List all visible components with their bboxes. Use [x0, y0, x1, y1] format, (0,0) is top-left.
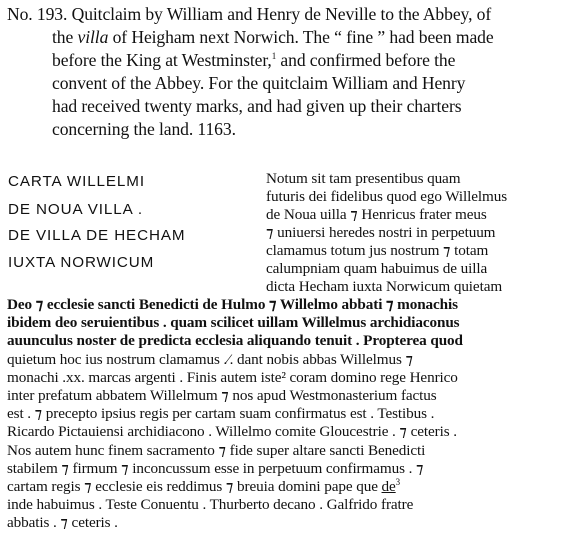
heading-line: No. 193. Quitclaim by William and Henry de Neville to the Abbey, of	[7, 4, 492, 24]
charter-title-line: IUXTA NORWICUM	[8, 254, 155, 271]
heading-line: before the King at Westminster,$^1$ and confirmed before the	[52, 50, 456, 70]
charter-line: Nos autem hunc finem sacramento ⁊ fide super altare sancti Benedicti	[7, 442, 426, 459]
charter-line-bold: ibidem deo seruientibus . quam scilicet uillam Willelmus archidiaconus	[7, 314, 460, 331]
charter-line: stabilem ⁊ firmum ⁊ inconcussum esse in perpetuum confirmamus . ⁊	[7, 460, 424, 477]
charter-line: dicta Hecham iuxta Norwicum quietam	[266, 278, 503, 295]
charter-line: monachi .xx. marcas argenti . Finis autem iste² coram domino rege Henrico	[7, 369, 458, 386]
charter-line: Ricardo Pictauiensi archidiacono . Willelmo comite Gloucestrie . ⁊ ceteris .	[7, 423, 457, 440]
charter-line: inde habuimus . Teste Conuentu . Thurberto decano . Galfrido fratre	[7, 496, 414, 513]
charter-line: cartam regis ⁊ ecclesie eis reddimus ⁊ breuia domini pape que $de^3$	[7, 476, 401, 495]
heading-line: had received twenty marks, and had given up their charters	[52, 96, 462, 116]
heading-line: convent of the Abbey. For the quitclaim William and Henry	[52, 73, 466, 93]
charter-line-bold: Deo ⁊ ecclesie sancti Benedicti de Hulmo ⁊ Willelmo abbati ⁊ monachis	[7, 296, 458, 313]
heading-line: the villa of Heigham next Norwich. The “ fine ” had been made	[52, 27, 494, 47]
villa-italic: villa	[77, 27, 109, 47]
heading-line: concerning the land. 1163.	[52, 119, 236, 139]
underlined-word: de	[381, 478, 396, 495]
charter-line: quietum hoc ius nostrum clamamus .⁄. dant nobis abbas Willelmus ⁊	[7, 351, 413, 368]
charter-line: calumpniam quam habuimus de uilla	[266, 260, 488, 277]
charter-title-line: DE NOUA VILLA .	[8, 201, 144, 218]
charter-line: Notum sit tam presentibus quam	[266, 170, 461, 187]
footnote-marker: 3	[395, 476, 401, 487]
charter-title-line: CARTA WILLELMI	[8, 173, 145, 190]
charter-title-line: DE VILLA DE HECHAM	[8, 227, 186, 244]
charter-line: est . ⁊ precepto ipsius regis per cartam suam confirmatus est . Testibus .	[7, 405, 435, 422]
charter-line: futuris dei fidelibus quod ego Willelmus	[266, 188, 508, 205]
charter-line: ⁊ uniuersi heredes nostri in perpetuum	[266, 224, 496, 241]
charter-line-bold: auunculus noster de predicta ecclesia aliquando tenuit . Propterea quod	[7, 332, 463, 349]
charter-line: de Noua uilla ⁊ Henricus frater meus	[266, 206, 487, 223]
charter-line: abbatis . ⁊ ceteris .	[7, 514, 118, 531]
footnote-marker: 1	[271, 51, 277, 62]
charter-line: clamamus totum jus nostrum ⁊ totam	[266, 242, 489, 259]
charter-line: inter prefatum abbatem Willelmum ⁊ nos apud Westmonasterium factus	[7, 387, 437, 404]
